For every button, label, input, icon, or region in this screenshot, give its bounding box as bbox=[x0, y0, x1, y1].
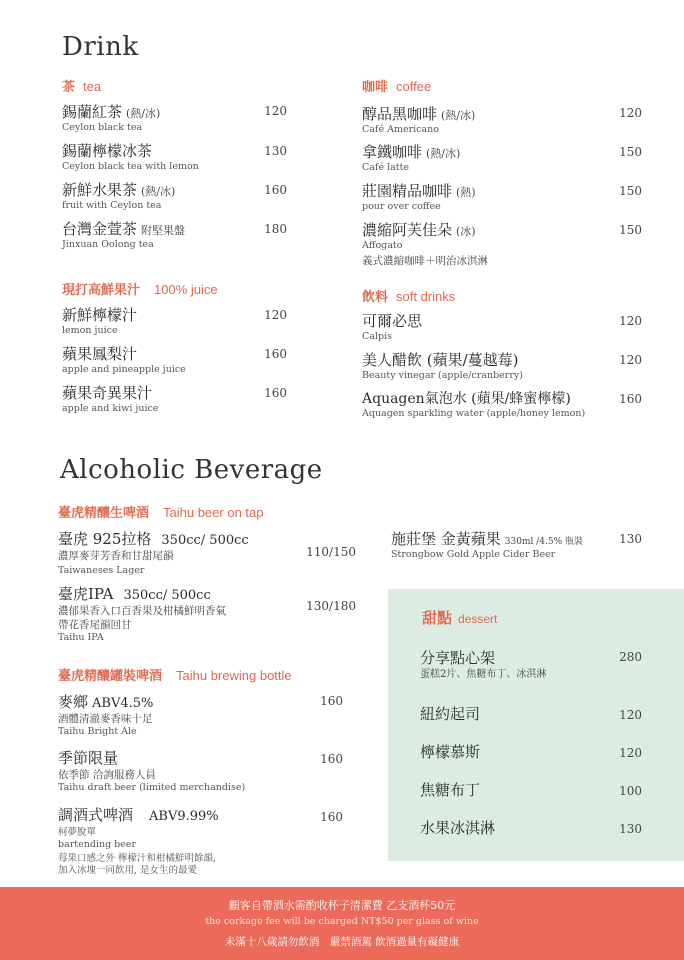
item-name: 醇品黑咖啡 bbox=[362, 105, 438, 123]
item-note: 莓果口感之外 檸檬汁和柑橘鮮明餘韻, bbox=[58, 853, 217, 864]
item-name: 施莊堡 金黃蘋果 bbox=[391, 530, 501, 548]
menu-item-fruit-tea bbox=[62, 179, 287, 212]
footer-notice bbox=[0, 887, 684, 960]
item-desc: 柯夢脫單 bbox=[58, 827, 97, 838]
item-price: 120 bbox=[264, 308, 287, 322]
item-en: Ceylon black tea with lemon bbox=[62, 161, 199, 172]
item-name: 麥鄉 bbox=[58, 693, 89, 711]
item-desc2: 帶花香尾韻回甘 bbox=[58, 619, 132, 631]
juice-section-heading bbox=[62, 279, 218, 298]
item-name: 焦糖布丁 bbox=[420, 781, 481, 799]
menu-item-affogato bbox=[362, 219, 642, 268]
menu-item-strongbow-cider bbox=[391, 528, 642, 561]
item-abv: ABV4.5% bbox=[92, 696, 154, 711]
item-en: pour over coffee bbox=[362, 201, 441, 212]
menu-item-calpis bbox=[362, 310, 642, 343]
coffee-heading-en: coffee bbox=[396, 79, 432, 94]
item-en: Taihu draft beer (limited merchandise) bbox=[58, 782, 246, 793]
item-name: 季節限量 bbox=[58, 749, 119, 767]
item-desc: 濃厚麥芽芳香和甘甜尾韻 bbox=[58, 550, 174, 562]
item-name: 可爾必思 bbox=[362, 312, 423, 330]
menu-item-bartending-beer bbox=[58, 804, 343, 877]
item-desc: 蛋糕2片、焦糖布丁、冰淇淋 bbox=[420, 669, 547, 680]
item-price: 130 bbox=[619, 532, 642, 546]
item-price: 120 bbox=[264, 104, 287, 118]
bottle-beer-section-heading bbox=[58, 665, 292, 684]
item-name: 莊園精品咖啡 bbox=[362, 182, 453, 200]
tap-heading-zh: 臺虎精釀生啤酒 bbox=[58, 505, 150, 520]
item-en: bartending beer bbox=[58, 839, 137, 850]
coffee-section-heading bbox=[362, 76, 431, 95]
item-name: 新鮮水果茶 bbox=[62, 181, 138, 199]
menu-item-ceylon-black-tea bbox=[62, 101, 287, 134]
menu-item-apple-pineapple-juice bbox=[62, 343, 287, 376]
item-price: 120 bbox=[619, 314, 642, 328]
item-name: 錫蘭紅茶 bbox=[62, 103, 123, 121]
menu-item-taihu-ipa bbox=[58, 583, 356, 644]
item-price: 180 bbox=[264, 222, 287, 236]
menu-item-apple-kiwi-juice bbox=[62, 382, 287, 415]
item-desc: 濃郁果香入口百香果及柑橘鮮明香氣 bbox=[58, 605, 226, 617]
item-en: Affogato bbox=[362, 240, 403, 251]
item-en: Taiwaneses Lager bbox=[58, 565, 145, 576]
menu-item-latte bbox=[362, 141, 642, 174]
menu-item-seasonal-limited bbox=[58, 747, 343, 794]
coffee-heading-zh: 咖啡 bbox=[362, 79, 389, 94]
item-price: 280 bbox=[619, 650, 642, 664]
item-en: lemon juice bbox=[62, 325, 118, 336]
tap-beer-section-heading bbox=[58, 502, 263, 521]
item-tag: (熱) bbox=[456, 186, 476, 199]
item-name: 美人醋飲 (蘋果/蔓越莓) bbox=[362, 351, 519, 369]
item-price: 130 bbox=[264, 144, 287, 158]
footer-drinking-warning: 未滿十八歲請勿飲酒 嚴禁酒駕 飲酒過量有礙健康 bbox=[224, 936, 460, 948]
item-price: 100 bbox=[619, 784, 642, 798]
item-size: 350cc/ 500cc bbox=[161, 533, 249, 548]
item-price: 160 bbox=[320, 752, 343, 766]
item-size: 330ml /4.5% 瓶裝 bbox=[504, 537, 583, 547]
item-en: Café latte bbox=[362, 162, 410, 173]
item-note2: 加入冰塊一同飲用, 是女生的最愛 bbox=[58, 865, 198, 876]
menu-item-lemon-juice bbox=[62, 304, 287, 337]
tea-heading-en: tea bbox=[83, 79, 102, 94]
item-name: 拿鐵咖啡 bbox=[362, 143, 423, 161]
item-name: 錫蘭檸檬冰茶 bbox=[62, 142, 153, 160]
item-tag: (熱/冰) bbox=[441, 109, 476, 122]
menu-item-beauty-vinegar bbox=[362, 349, 642, 382]
footer-corkage-en: the corkage fee will be charged NT$50 per glass of wine bbox=[205, 916, 479, 927]
item-tag: (熱/冰) bbox=[426, 147, 461, 160]
item-tag: (冰) bbox=[456, 225, 476, 238]
footer-corkage-zh: 顧客自帶酒水需酌收杯子清潔費 乙支酒杯50元 bbox=[228, 899, 456, 912]
item-name: 蘋果奇異果汁 bbox=[62, 384, 153, 402]
dessert-panel bbox=[388, 589, 684, 861]
menu-item-fruit-ice-cream bbox=[420, 817, 642, 838]
menu-item-dessert-platter bbox=[420, 647, 642, 682]
item-price: 150 bbox=[619, 223, 642, 237]
menu-item-jinxuan-tea bbox=[62, 218, 287, 251]
item-price: 160 bbox=[264, 386, 287, 400]
alcohol-title: Alcoholic Beverage bbox=[60, 455, 323, 485]
bottle-heading-en: Taihu brewing bottle bbox=[176, 668, 292, 683]
item-name: 紐約起司 bbox=[420, 705, 481, 723]
dessert-heading-en: dessert bbox=[458, 612, 498, 626]
item-size: 350cc/ 500cc bbox=[123, 588, 211, 603]
dessert-heading-zh: 甜點 bbox=[422, 610, 453, 627]
item-name: 新鮮檸檬汁 bbox=[62, 306, 138, 324]
tea-section-heading bbox=[62, 76, 101, 95]
item-price: 120 bbox=[619, 708, 642, 722]
item-price: 160 bbox=[320, 694, 343, 708]
item-price: 120 bbox=[619, 746, 642, 760]
menu-item-taihu-lager bbox=[58, 528, 356, 577]
bottle-heading-zh: 臺虎精釀罐裝啤酒 bbox=[58, 668, 163, 683]
item-price: 130/180 bbox=[306, 599, 356, 613]
item-name: 濃縮阿芙佳朵 bbox=[362, 221, 453, 239]
menu-item-lemon-mousse bbox=[420, 741, 642, 762]
item-name: 蘋果鳳梨汁 bbox=[62, 345, 138, 363]
item-en: fruit with Ceylon tea bbox=[62, 200, 162, 211]
item-tag: (熱/冰) bbox=[141, 185, 176, 198]
item-en: apple and pineapple juice bbox=[62, 364, 186, 375]
item-en: Strongbow Gold Apple Cider Beer bbox=[391, 549, 556, 560]
item-price: 150 bbox=[619, 184, 642, 198]
item-desc: 酒體清澈麥香味十足 bbox=[58, 713, 153, 725]
item-price: 130 bbox=[619, 822, 642, 836]
item-price: 150 bbox=[619, 145, 642, 159]
soft-heading-en: soft drinks bbox=[396, 289, 456, 304]
item-price: 120 bbox=[619, 106, 642, 120]
item-price: 160 bbox=[619, 392, 642, 406]
item-en: apple and kiwi juice bbox=[62, 403, 159, 414]
item-price: 110/150 bbox=[306, 545, 356, 559]
item-desc: 依季節 洽詢服務人員 bbox=[58, 769, 156, 781]
tap-heading-en: Taihu beer on tap bbox=[163, 505, 264, 520]
item-en: Ceylon black tea bbox=[62, 122, 143, 133]
item-en: Calpis bbox=[362, 331, 392, 342]
item-tag: 附堅果盤 bbox=[141, 224, 186, 237]
item-name: 臺虎IPA bbox=[58, 585, 114, 603]
item-price: 160 bbox=[320, 810, 343, 824]
item-name: Aquagen氣泡水 (蘋果/蜂蜜檸檬) bbox=[362, 391, 571, 407]
item-en: Aquagen sparkling water (apple/honey lemon) bbox=[362, 408, 586, 419]
item-name: 台灣金萱茶 bbox=[62, 220, 138, 238]
menu-item-ny-cheesecake bbox=[420, 703, 642, 724]
menu-item-bright-ale bbox=[58, 691, 343, 738]
item-price: 120 bbox=[619, 353, 642, 367]
soft-heading-zh: 飲料 bbox=[362, 289, 389, 304]
tea-heading-zh: 茶 bbox=[62, 79, 76, 94]
item-abv: ABV9.99% bbox=[149, 809, 219, 824]
item-note: 義式濃縮咖啡＋明治冰淇淋 bbox=[362, 255, 488, 267]
soft-drinks-section-heading bbox=[362, 286, 455, 305]
item-en: Café Americano bbox=[362, 124, 439, 135]
dessert-section-heading bbox=[422, 607, 497, 628]
item-en: Jinxuan Oolong tea bbox=[62, 239, 154, 250]
item-name: 分享點心架 bbox=[420, 649, 496, 667]
item-en: Beauty vinegar (apple/cranberry) bbox=[362, 370, 523, 381]
item-price: 160 bbox=[264, 347, 287, 361]
juice-heading-zh: 現打高鮮果汁 bbox=[62, 282, 141, 297]
item-price: 160 bbox=[264, 183, 287, 197]
item-name: 臺虎 925拉格 bbox=[58, 530, 152, 548]
menu-item-caramel-pudding bbox=[420, 779, 642, 800]
drink-title: Drink bbox=[62, 32, 139, 62]
menu-item-ceylon-lemon-tea bbox=[62, 140, 287, 173]
item-name: 調酒式啤酒 bbox=[58, 806, 134, 824]
item-en: Taihu IPA bbox=[58, 632, 104, 643]
item-name: 水果冰淇淋 bbox=[420, 819, 496, 837]
menu-item-pour-over bbox=[362, 180, 642, 213]
item-tag: (熱/冰) bbox=[126, 107, 161, 120]
item-name: 檸檬慕斯 bbox=[420, 743, 481, 761]
juice-heading-en: 100% juice bbox=[154, 282, 218, 297]
menu-item-americano bbox=[362, 103, 642, 136]
item-en: Taihu Bright Ale bbox=[58, 726, 137, 737]
menu-item-aquagen bbox=[362, 388, 642, 420]
